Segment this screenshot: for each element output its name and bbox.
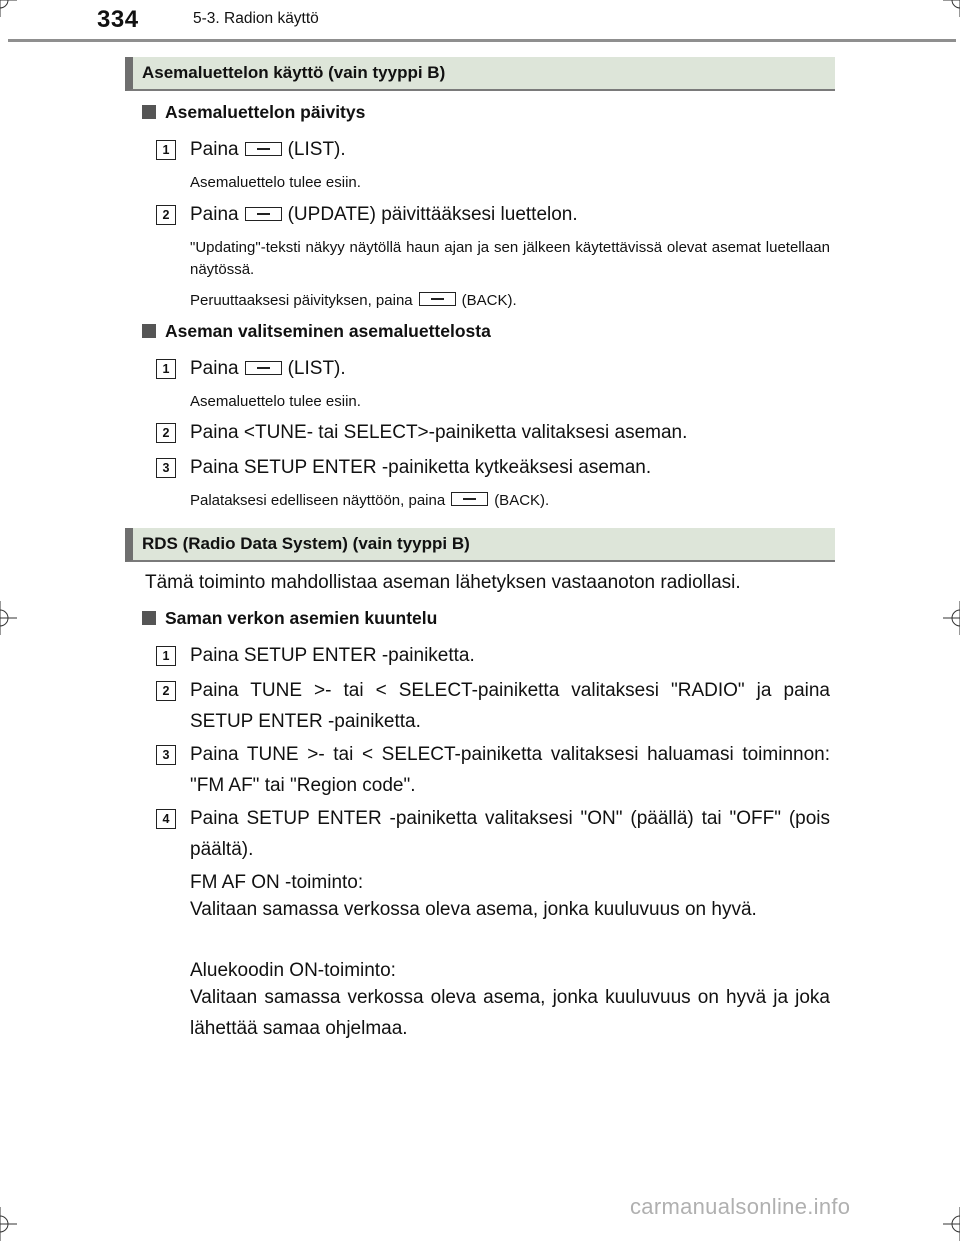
crop-mark-icon	[0, 1207, 17, 1241]
subheading-text: Aseman valitseminen asemaluettelosta	[165, 321, 491, 341]
step-note: Asemaluettelo tulee esiin.	[190, 393, 361, 410]
step-text: Paina <TUNE- tai SELECT>-painiketta valitaksesi aseman.	[190, 422, 688, 443]
step-number: 1	[156, 359, 176, 379]
button-glyph-icon	[451, 492, 488, 506]
step-text	[190, 134, 830, 165]
crop-mark-icon	[943, 1207, 960, 1241]
step-text: Paina TUNE >- tai < SELECT-painiketta valitaksesi haluamasi toiminnon: "FM AF" tai "Region code".	[190, 744, 830, 796]
step-number: 1	[156, 646, 176, 666]
step-number: 3	[156, 458, 176, 478]
note-text-part: (BACK).	[494, 492, 550, 509]
square-bullet-icon	[142, 611, 156, 625]
square-bullet-icon	[142, 324, 156, 338]
button-glyph-icon	[245, 142, 282, 156]
step-note: "Updating"-teksti näkyy näytöllä haun ajan ja sen jälkeen käytettävissä olevat asemat luetellaan näytössä.	[190, 239, 830, 278]
crop-mark-icon	[943, 601, 960, 635]
section-heading-text: Asemaluettelon käyttö (vain tyyppi B)	[142, 63, 446, 82]
step-number: 3	[156, 745, 176, 765]
step-note: Asemaluettelo tulee esiin.	[190, 174, 361, 191]
definition-label: FM AF ON -toiminto:	[190, 872, 364, 893]
step-note	[190, 290, 830, 312]
page-number: 334	[97, 6, 139, 33]
step-text: Paina TUNE >- tai < SELECT-painiketta valitaksesi "RADIO" ja paina SETUP ENTER -painiketta.	[190, 680, 830, 732]
step-text	[190, 199, 830, 230]
step-text-part: (LIST).	[287, 139, 346, 160]
subheading	[142, 102, 365, 123]
step-number: 2	[156, 205, 176, 225]
section-heading-text: RDS (Radio Data System) (vain tyyppi B)	[142, 534, 470, 553]
section-heading	[125, 528, 835, 562]
step-text-part: Paina	[190, 358, 239, 379]
step-text	[190, 353, 830, 384]
square-bullet-icon	[142, 105, 156, 119]
crop-mark-icon	[0, 601, 17, 635]
running-header: 5-3. Radion käyttö	[193, 10, 319, 27]
crop-mark-icon	[943, 0, 960, 17]
intro-text: Tämä toiminto mahdollistaa aseman lähetyksen vastaanoton radiollasi.	[145, 572, 741, 593]
step-text: Paina SETUP ENTER -painiketta.	[190, 645, 475, 666]
definition-text: Valitaan samassa verkossa oleva asema, jonka kuuluvuus on hyvä.	[190, 899, 757, 920]
button-glyph-icon	[245, 207, 282, 221]
step-note	[190, 490, 830, 512]
subheading	[142, 321, 491, 342]
note-text-part: (BACK).	[461, 292, 517, 309]
step-number: 1	[156, 140, 176, 160]
step-number: 2	[156, 681, 176, 701]
step-number: 2	[156, 423, 176, 443]
subheading	[142, 608, 437, 629]
watermark: carmanualsonline.info	[630, 1194, 851, 1219]
step-text: Paina SETUP ENTER -painiketta valitaksesi "ON" (päällä) tai "OFF" (pois päältä).	[190, 808, 830, 860]
note-text-part: Palataksesi edelliseen näyttöön, paina	[190, 492, 446, 509]
header-rule	[8, 39, 956, 42]
definition-label: Aluekoodin ON-toiminto:	[190, 960, 396, 981]
note-text-part: Peruuttaaksesi päivityksen, paina	[190, 292, 413, 309]
step-text-part: Paina	[190, 204, 239, 225]
button-glyph-icon	[419, 292, 456, 306]
step-text-part: (UPDATE) päivittääksesi luettelon.	[287, 204, 578, 225]
definition-text: Valitaan samassa verkossa oleva asema, jonka kuuluvuus on hyvä ja joka lähettää samaa ohjelmaa.	[190, 987, 830, 1039]
crop-mark-icon	[0, 0, 17, 17]
step-number: 4	[156, 809, 176, 829]
section-heading	[125, 57, 835, 91]
step-text-part: Paina	[190, 139, 239, 160]
button-glyph-icon	[245, 361, 282, 375]
step-text: Paina SETUP ENTER -painiketta kytkeäksesi aseman.	[190, 457, 652, 478]
subheading-text: Saman verkon asemien kuuntelu	[165, 608, 438, 628]
subheading-text: Asemaluettelon päivitys	[165, 102, 366, 122]
step-text-part: (LIST).	[287, 358, 346, 379]
